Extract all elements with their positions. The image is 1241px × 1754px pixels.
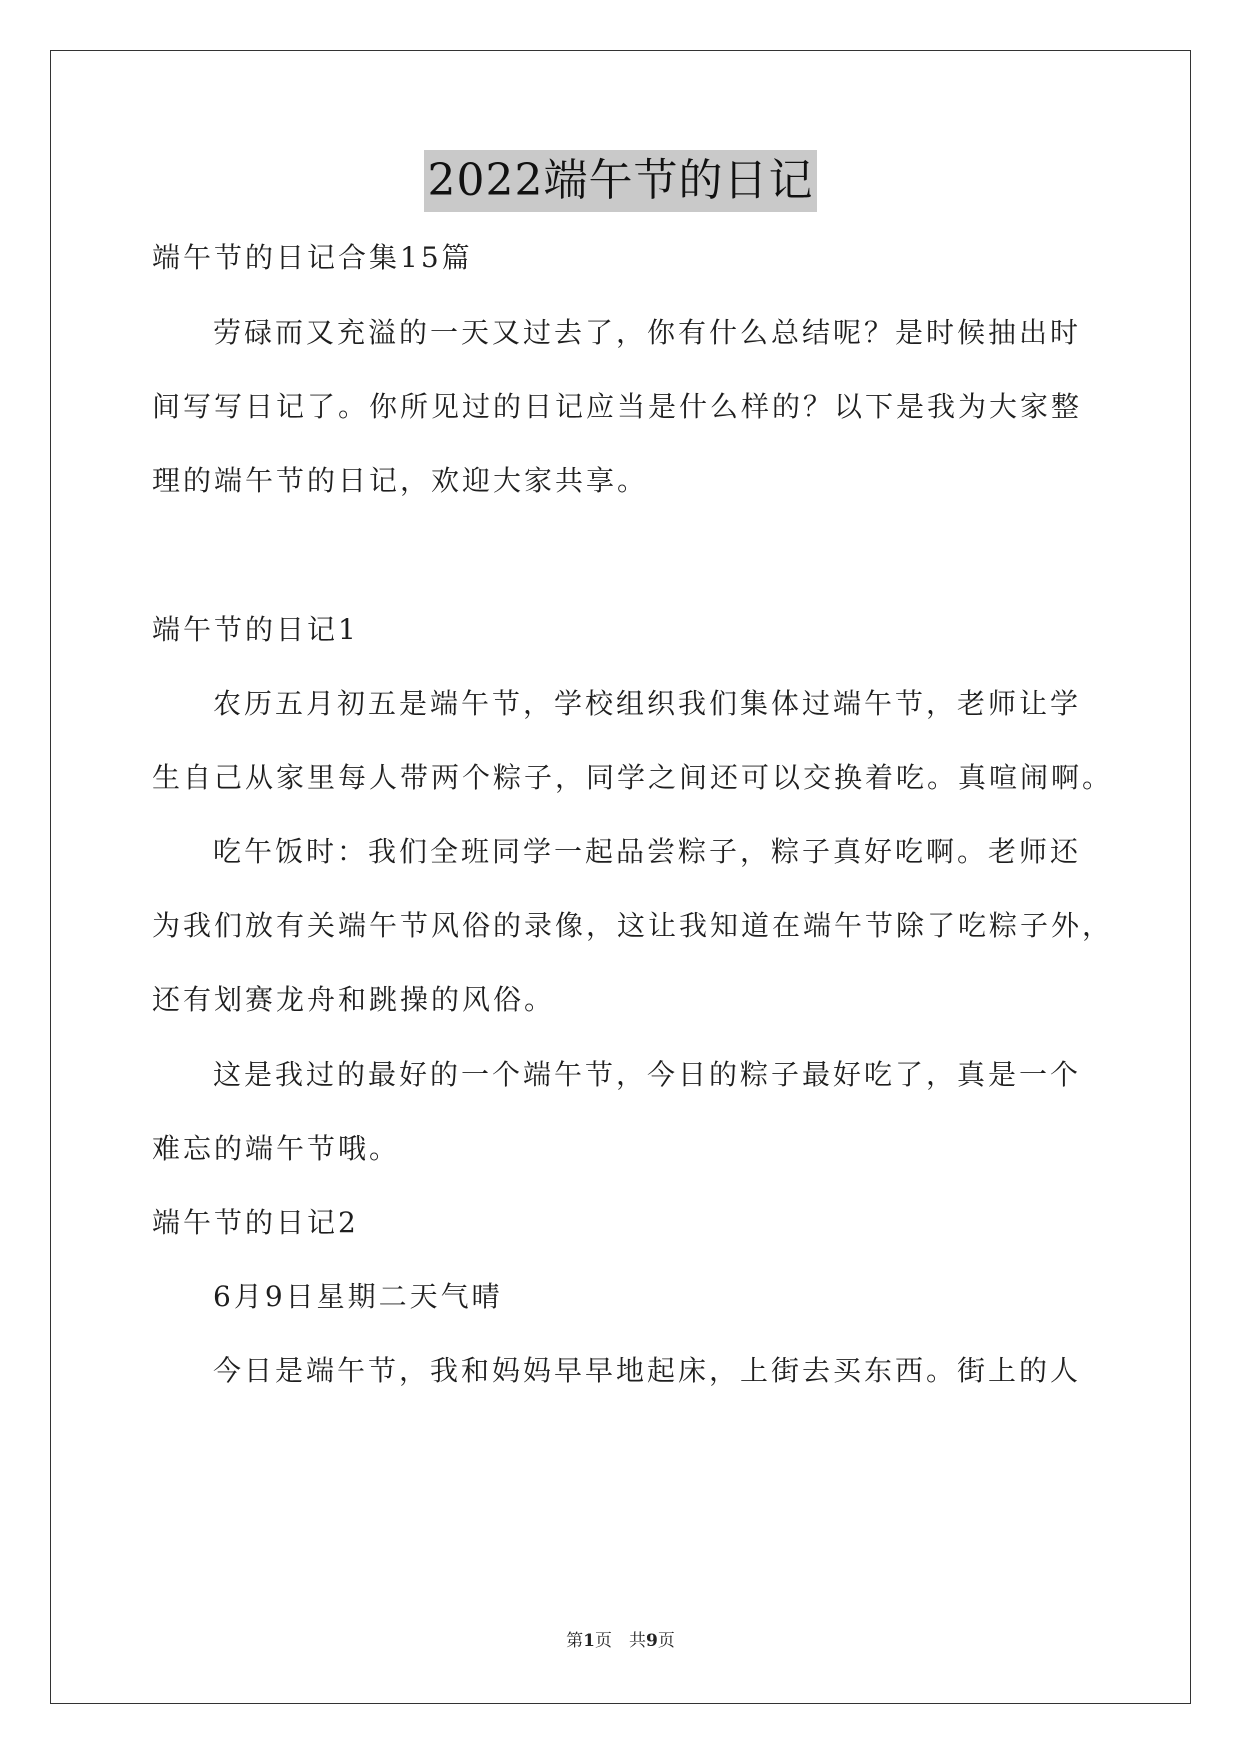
paragraph-line: 难忘的端午节哦。: [152, 1132, 401, 1165]
paragraph-line: 6月9日星期二天气晴: [213, 1280, 503, 1313]
paragraph-line: 还有划赛龙舟和跳操的风俗。: [152, 983, 556, 1016]
title-container: [0, 150, 1241, 212]
paragraph-line: 今日是端午节，我和妈妈早早地起床，上街去买东西。街上的人: [213, 1354, 1082, 1387]
paragraph-line: 生自己从家里每人带两个粽子，同学之间还可以交换着吃。真喧闹啊。: [152, 761, 1114, 794]
section-heading: 端午节的日记1: [152, 613, 359, 646]
section-heading: 端午节的日记2: [152, 1206, 359, 1239]
paragraph-line: 这是我过的最好的一个端午节，今日的粽子最好吃了，真是一个: [213, 1058, 1082, 1091]
footer-total-pages: 9: [646, 1631, 658, 1651]
page-title: 2022端午节的日记: [424, 150, 818, 212]
paragraph-line: 吃午饭时：我们全班同学一起品尝粽子，粽子真好吃啊。老师还: [213, 835, 1082, 868]
paragraph-line: 间写写日记了。你所见过的日记应当是什么样的？以下是我为大家整: [152, 390, 1083, 423]
footer-prefix: 第: [566, 1631, 584, 1651]
paragraph-line: 农历五月初五是端午节，学校组织我们集体过端午节，老师让学: [213, 687, 1082, 720]
paragraph-line: 为我们放有关端午节风俗的录像，这让我知道在端午节除了吃粽子外，: [152, 909, 1114, 942]
subtitle: 端午节的日记合集15篇: [152, 241, 473, 274]
footer-mid: 页 共: [595, 1631, 646, 1651]
footer-suffix: 页: [657, 1631, 675, 1651]
page-footer: [0, 1626, 1241, 1651]
paragraph-line: 劳碌而又充溢的一天又过去了，你有什么总结呢？是时候抽出时: [213, 316, 1082, 349]
footer-current-page: 1: [583, 1631, 595, 1651]
paragraph-line: 理的端午节的日记，欢迎大家共享。: [152, 464, 649, 497]
page-border: [50, 50, 1191, 1704]
